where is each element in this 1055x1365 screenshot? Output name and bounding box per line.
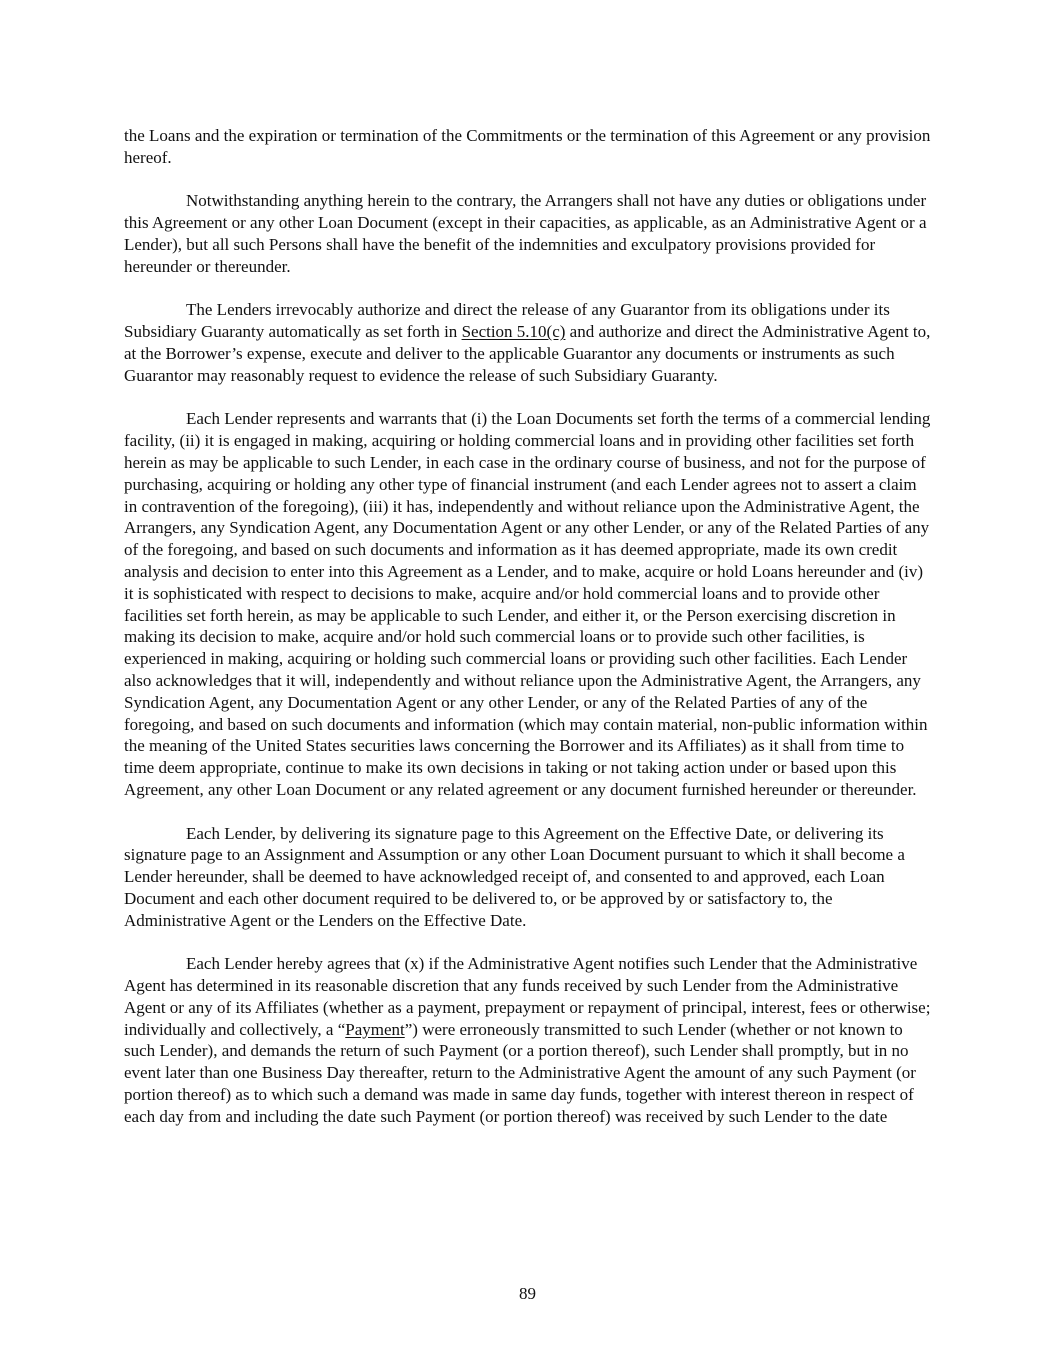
paragraph-text-before: Each Lender hereby agrees that (x) if the Administrative Agent notifies such Lender that the Administrative Agent has determined in its reasonable discretion that any funds received by such Lender from the Administrative Agent or any of its Affiliates (whether as a payment, prepayment or repayment of principal, interest, fees or otherwise; individually and collectively, a “ [124, 954, 931, 1039]
paragraph-guarantor-release [124, 299, 932, 386]
defined-term-payment: Payment [345, 1019, 405, 1039]
paragraph-lender-representations: Each Lender represents and warrants that (i) the Loan Documents set forth the terms of a commercial lending facility, (ii) it is engaged in making, acquiring or holding commercial loans and in providing other facilities set forth herein as may be applicable to such Lender, in each case in the ordinary course of business, and not for the purpose of purchasing, acquiring or holding any other type of financial instrument (and each Lender agrees not to assert a claim in contravention of the foregoing), (iii) it has, independently and without reliance upon the Administrative Agent, the Arrangers, any Syndication Agent, any Documentation Agent or any other Lender, or any of the Related Parties of any of the foregoing, and based on such documents and information as it has deemed appropriate, made its own credit analysis and decision to enter into this Agreement as a Lender, and to make, acquire or hold Loans hereunder and (iv) it is sophisticated with respect to decisions to make, acquire and/or hold commercial loans and to provide other facilities set forth herein, as may be applicable to such Lender, and either it, or the Person exercising discretion in making its decision to make, acquire and/or hold such commercial loans or to provide such other facilities, is experienced in making, acquiring or holding such commercial loans or providing such other facilities. Each Lender also acknowledges that it will, independently and without reliance upon the Administrative Agent, the Arrangers, any Syndication Agent, any Documentation Agent or any other Lender, or any of the Related Parties of any of the foregoing, and based on such documents and information (which may contain material, non-public information within the meaning of the United States securities laws concerning the Borrower and its Affiliates) as it shall from time to time deem appropriate, continue to make its own decisions in taking or not taking action under or based upon this Agreement, any other Loan Document or any related agreement or any document furnished hereunder or thereunder. [124, 409, 931, 799]
paragraph-erroneous-payment [124, 953, 932, 1127]
paragraph-text-after: and authorize and direct the Administrative Agent to, at the Borrower’s expense, execute and deliver to the applicable Guarantor any documents or instruments as such Guarantor may reasonably request to evidence the release of such Subsidiary Guaranty. [124, 322, 931, 385]
body-text [124, 125, 932, 1149]
paragraph-signature-delivery: Each Lender, by delivering its signature page to this Agreement on the Effective Date, or delivering its signature page to an Assignment and Assumption or any other Loan Document pursuant to which it shall become a Lender hereunder, shall be deemed to have acknowledged receipt of, and consented to and approved, each Loan Document and each other document required to be delivered to, or be approved by or satisfactory to, the Administrative Agent or the Lenders on the Effective Date. [124, 823, 905, 930]
paragraph-continuation: the Loans and the expiration or termination of the Commitments or the termination of this Agreement or any provision hereof. [124, 126, 931, 167]
paragraph-text-before: The Lenders irrevocably authorize and direct the release of any Guarantor from its obligations under its Subsidiary Guaranty automatically as set forth in [124, 300, 890, 342]
section-reference: Section 5.10(c) [461, 322, 566, 342]
paragraph-text-after: ”) were erroneously transmitted to such Lender (whether or not known to such Lender), and demands the return of such Payment (or a portion thereof), such Lender shall promptly, but in no event later than one Business Day thereafter, return to the Administrative Agent the amount of any such Payment (or portion thereof) as to which such a demand was made in same day funds, together with interest thereon in respect of each day from and including the date such Payment (or portion thereof) was received by such Lender to the date [124, 1019, 916, 1126]
page-number: 89 [519, 1284, 536, 1303]
paragraph-arrangers-duties: Notwithstanding anything herein to the contrary, the Arrangers shall not have any duties or obligations under this Agreement or any other Loan Document (except in their capacities, as applicable, as an Administrative Agent or a Lender), but all such Persons shall have the benefit of the indemnities and exculpatory provisions provided for hereunder or thereunder. [124, 191, 927, 276]
